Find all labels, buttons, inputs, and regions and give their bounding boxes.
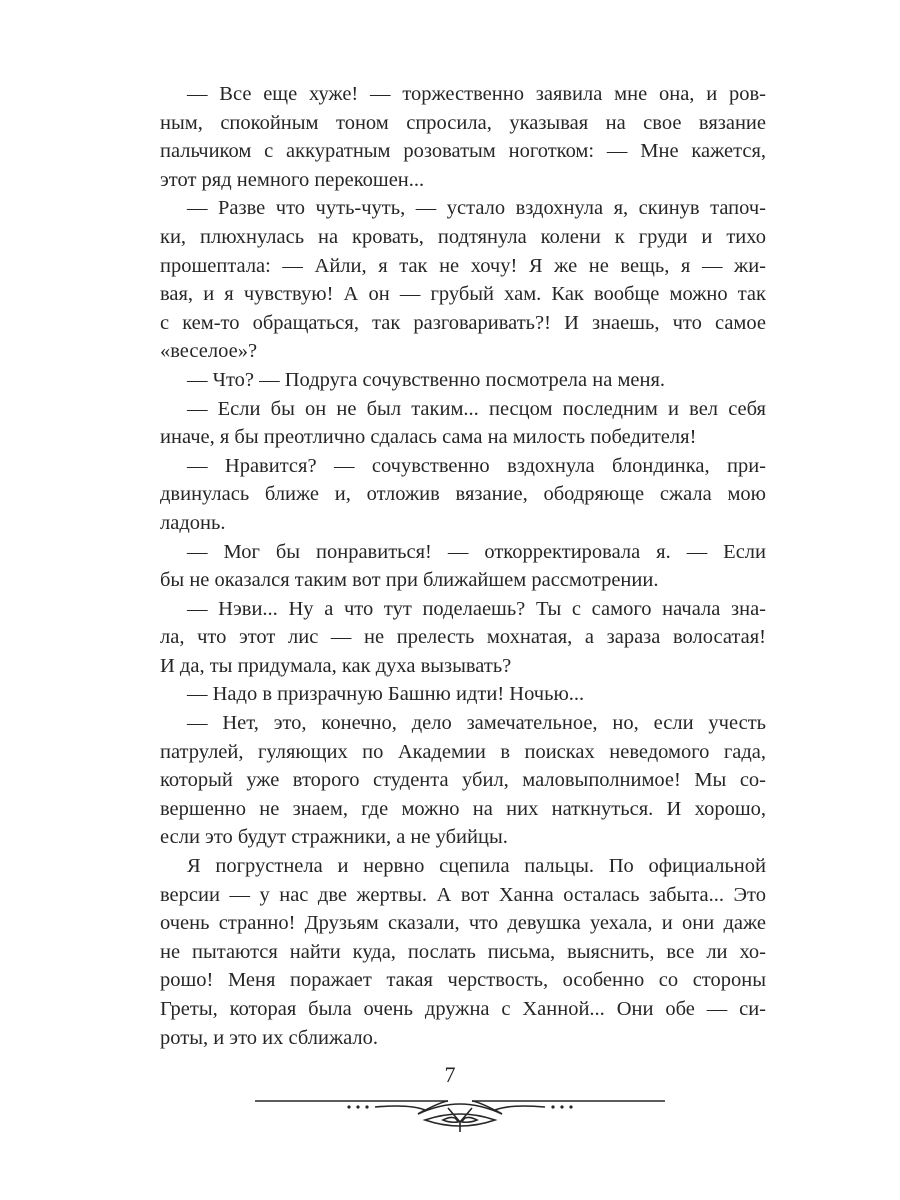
text-line: — Нет, это, конечно, дело замечательное, но, если учесть (187, 712, 766, 735)
paragraph (160, 194, 766, 366)
text-line: патрулей, гуляющих по Академии в поисках неведомого гада, (160, 740, 766, 763)
text-line: прошептала: — Айли, я так не хочу! Я же не вещь, я — жи- (160, 254, 766, 277)
paragraph (160, 80, 766, 194)
text-line: — Все еще хуже! — торжественно заявила мне она, и ров- (187, 83, 766, 105)
text-line: версии — у нас две жертвы. А вот Ханна осталась забыта... Это (160, 883, 766, 906)
text-line: рошо! Меня поражает такая черствость, особенно со стороны (160, 969, 766, 992)
text-line: очень странно! Друзьям сказали, что девушка уехала, и они даже (160, 912, 766, 935)
text-line: бы не оказался таким вот при ближайшем рассмотрении. (160, 569, 659, 592)
text-line: не пытаются найти куда, послать письма, выяснить, все ли хо- (160, 940, 766, 963)
paragraph (160, 366, 766, 395)
body-text (160, 80, 766, 1052)
paragraph (160, 680, 766, 709)
text-line: ным, спокойным тоном спросила, указывая на свое вязание (160, 111, 766, 134)
text-line: вая, и я чувствую! А он — грубый хам. Как вообще можно так (160, 283, 766, 306)
text-line: иначе, я бы преотлично сдалась сама на милость победителя! (160, 426, 697, 449)
text-line: ки, плюхнулась на кровать, подтянула колени к груди и тихо (160, 225, 766, 248)
text-line: — Нравится? — сочувственно вздохнула блондинка, при- (187, 454, 766, 477)
text-line: — Разве что чуть-чуть, — устало вздохнула я, скинув тапоч- (187, 197, 766, 220)
text-line: роты, и это их сближало. (160, 1026, 379, 1049)
footer-ornament (250, 1090, 670, 1150)
text-line: с кем-то обращаться, так разговаривать?! И знаешь, что самое (160, 311, 766, 334)
text-line: «веселое»? (160, 340, 258, 363)
text-line: ладонь. (160, 511, 226, 534)
text-line: — Нэви... Ну а что тут поделаешь? Ты с самого начала зна- (187, 597, 766, 620)
text-line: пальчиком с аккуратным розоватым ноготком: — Мне кажется, (160, 140, 766, 163)
text-line: если это будут стражники, а не убийцы. (160, 826, 508, 849)
text-line: — Что? — Подруга сочувственно посмотрела на меня. (187, 368, 666, 391)
text-line: этот ряд немного перекошен... (160, 168, 425, 191)
text-line: ла, что этот лис — не прелесть мохнатая, а зараза волосатая! (160, 626, 766, 649)
text-line: И да, ты придумала, как духа вызывать? (160, 654, 512, 677)
text-line: двинулась ближе и, отложив вязание, ободряюще сжала мою (160, 483, 766, 506)
text-line: вершенно не знаем, где можно на них наткнуться. И хорошо, (160, 797, 766, 820)
text-line: — Надо в призрачную Башню идти! Ночью... (187, 683, 585, 706)
text-line: который уже второго студента убил, маловыполнимое! Мы со- (160, 769, 766, 792)
text-line: Я погрустнела и нервно сцепила пальцы. По официальной (187, 855, 766, 878)
paragraph (160, 452, 766, 538)
text-line: — Если бы он не был таким... песцом последним и вел себя (187, 397, 766, 420)
text-line: — Мог бы понравиться! — откорректировала я. — Если (187, 540, 766, 563)
paragraph (160, 852, 766, 1052)
text-line: Греты, которая была очень дружна с Ханной... Они обе — си- (160, 998, 766, 1020)
paragraph (160, 595, 766, 681)
paragraph (160, 395, 766, 452)
page-number: 7 (444, 1062, 456, 1087)
paragraph (160, 538, 766, 595)
paragraph (160, 709, 766, 852)
